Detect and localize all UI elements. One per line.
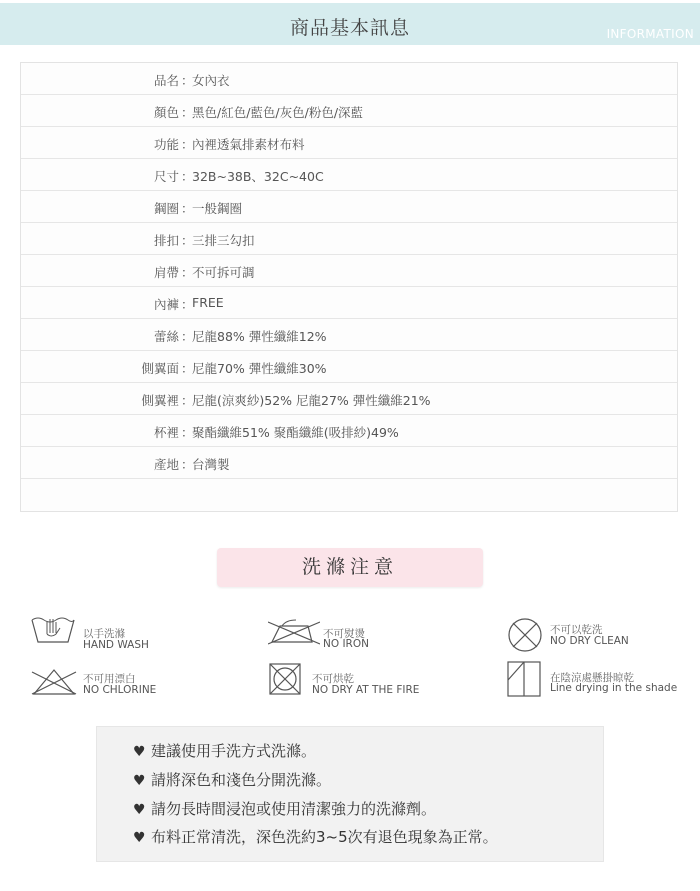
info-value: 三排三勾扣	[192, 233, 255, 248]
info-colon: ：	[181, 297, 194, 312]
info-colon: ：	[181, 105, 194, 120]
info-value: 黑色/紅色/藍色/灰色/粉色/深藍	[192, 105, 364, 120]
info-value: 不可拆可調	[192, 265, 255, 280]
care-no-iron	[268, 618, 468, 658]
info-row-cup-lining	[21, 415, 677, 447]
tip-item	[133, 826, 498, 847]
care-label-zh: 不可熨燙	[323, 628, 365, 640]
info-row-side-outer	[21, 351, 677, 383]
no-tumble-dry-icon	[268, 662, 302, 696]
info-row-hook	[21, 223, 677, 255]
info-label: 品名	[153, 73, 179, 88]
washing-tips-box	[96, 726, 604, 862]
info-value: 台灣製	[192, 457, 230, 472]
tip-text: 請將深色和淺色分開洗滌。	[151, 771, 332, 789]
page-title: 商品基本訊息	[289, 17, 410, 39]
info-colon: ：	[181, 361, 194, 376]
info-value: FREE	[192, 295, 224, 310]
care-label-en: NO CHLORINE	[83, 684, 157, 696]
info-colon: ：	[181, 233, 194, 248]
line-dry-shade-icon	[506, 660, 542, 698]
care-label-zh: 以手洗滌	[83, 628, 125, 640]
no-iron-icon	[268, 618, 320, 646]
care-label-zh: 不可用漂白	[83, 673, 136, 685]
heart-icon: ♥	[133, 802, 146, 818]
info-colon: ：	[181, 137, 194, 152]
info-value: 尼龍88% 彈性纖維12%	[192, 329, 327, 344]
product-info-table	[20, 62, 678, 512]
info-label: 杯裡	[153, 425, 179, 440]
info-row-lace	[21, 319, 677, 351]
care-label-zh: 不可以乾洗	[550, 624, 603, 636]
info-colon: ：	[181, 73, 194, 88]
hand-wash-icon	[30, 614, 78, 644]
info-label: 功能	[153, 137, 179, 152]
info-label: 內褲	[153, 297, 179, 312]
tip-item	[133, 798, 436, 819]
care-label-zh: 不可烘乾	[312, 673, 354, 685]
wash-section-title: 洗滌注意	[217, 548, 483, 587]
tip-text: 布料正常清洗，深色洗約3~5次有退色現象為正常。	[151, 828, 498, 846]
page-subtitle: INFORMATION	[606, 27, 694, 41]
info-label: 排扣	[153, 233, 179, 248]
info-colon: ：	[181, 201, 194, 216]
care-label-en: NO DRY AT THE FIRE	[312, 684, 420, 696]
info-row-function	[21, 127, 677, 159]
info-label: 尺寸	[153, 169, 179, 184]
info-value: 尼龍70% 彈性纖維30%	[192, 361, 327, 376]
care-no-dry-clean	[506, 616, 696, 656]
heart-icon: ♥	[133, 830, 146, 846]
care-hand-wash	[30, 614, 230, 654]
info-value: 聚酯纖維51% 聚酯纖維(吸排紗)49%	[192, 425, 399, 440]
care-label-en: HAND WASH	[83, 639, 149, 651]
heart-icon: ♥	[133, 773, 146, 789]
info-label: 側翼面	[141, 361, 179, 376]
info-row-underwire	[21, 191, 677, 223]
info-row-origin	[21, 447, 677, 479]
info-row-name	[21, 63, 677, 95]
info-row-strap	[21, 255, 677, 287]
info-value: 一般鋼圈	[192, 201, 243, 216]
care-label-en: NO IRON	[323, 638, 369, 650]
info-label: 蕾絲	[153, 329, 179, 344]
info-row-color	[21, 95, 677, 127]
info-row-side-inner	[21, 383, 677, 415]
care-label-zh: 在陰涼處懸掛晾乾	[550, 672, 634, 684]
care-label-en: NO DRY CLEAN	[550, 635, 629, 647]
care-no-tumble-dry	[268, 662, 468, 698]
info-value: 內裡透氣排素材布料	[192, 137, 305, 152]
info-label: 鋼圈	[153, 201, 179, 216]
info-colon: ：	[181, 425, 194, 440]
no-chlorine-icon	[30, 666, 78, 696]
info-colon: ：	[181, 329, 194, 344]
info-value: 尼龍(涼爽紗)52% 尼龍27% 彈性纖維21%	[192, 393, 431, 408]
info-colon: ：	[181, 457, 194, 472]
no-dry-clean-icon	[506, 616, 544, 654]
tip-item	[133, 769, 331, 790]
info-label: 顏色	[153, 105, 179, 120]
info-colon: ：	[181, 393, 194, 408]
info-row-empty	[21, 479, 677, 511]
info-label: 側翼裡	[141, 393, 179, 408]
care-label-en: Line drying in the shade	[550, 682, 678, 694]
info-header	[0, 3, 700, 45]
info-row-size	[21, 159, 677, 191]
info-colon: ：	[181, 265, 194, 280]
info-colon: ：	[181, 169, 194, 184]
care-line-dry-shade	[506, 660, 696, 700]
info-label: 肩帶	[153, 265, 179, 280]
tip-text: 請勿長時間浸泡或使用清潔強力的洗滌劑。	[151, 800, 437, 818]
tip-text: 建議使用手洗方式洗滌。	[151, 742, 317, 760]
tip-item	[133, 740, 316, 761]
care-no-chlorine	[30, 666, 230, 700]
info-label: 產地	[153, 457, 179, 472]
info-value: 32B~38B、32C~40C	[192, 169, 324, 184]
info-value: 女內衣	[192, 73, 230, 88]
heart-icon: ♥	[133, 744, 146, 760]
info-row-panties	[21, 287, 677, 319]
